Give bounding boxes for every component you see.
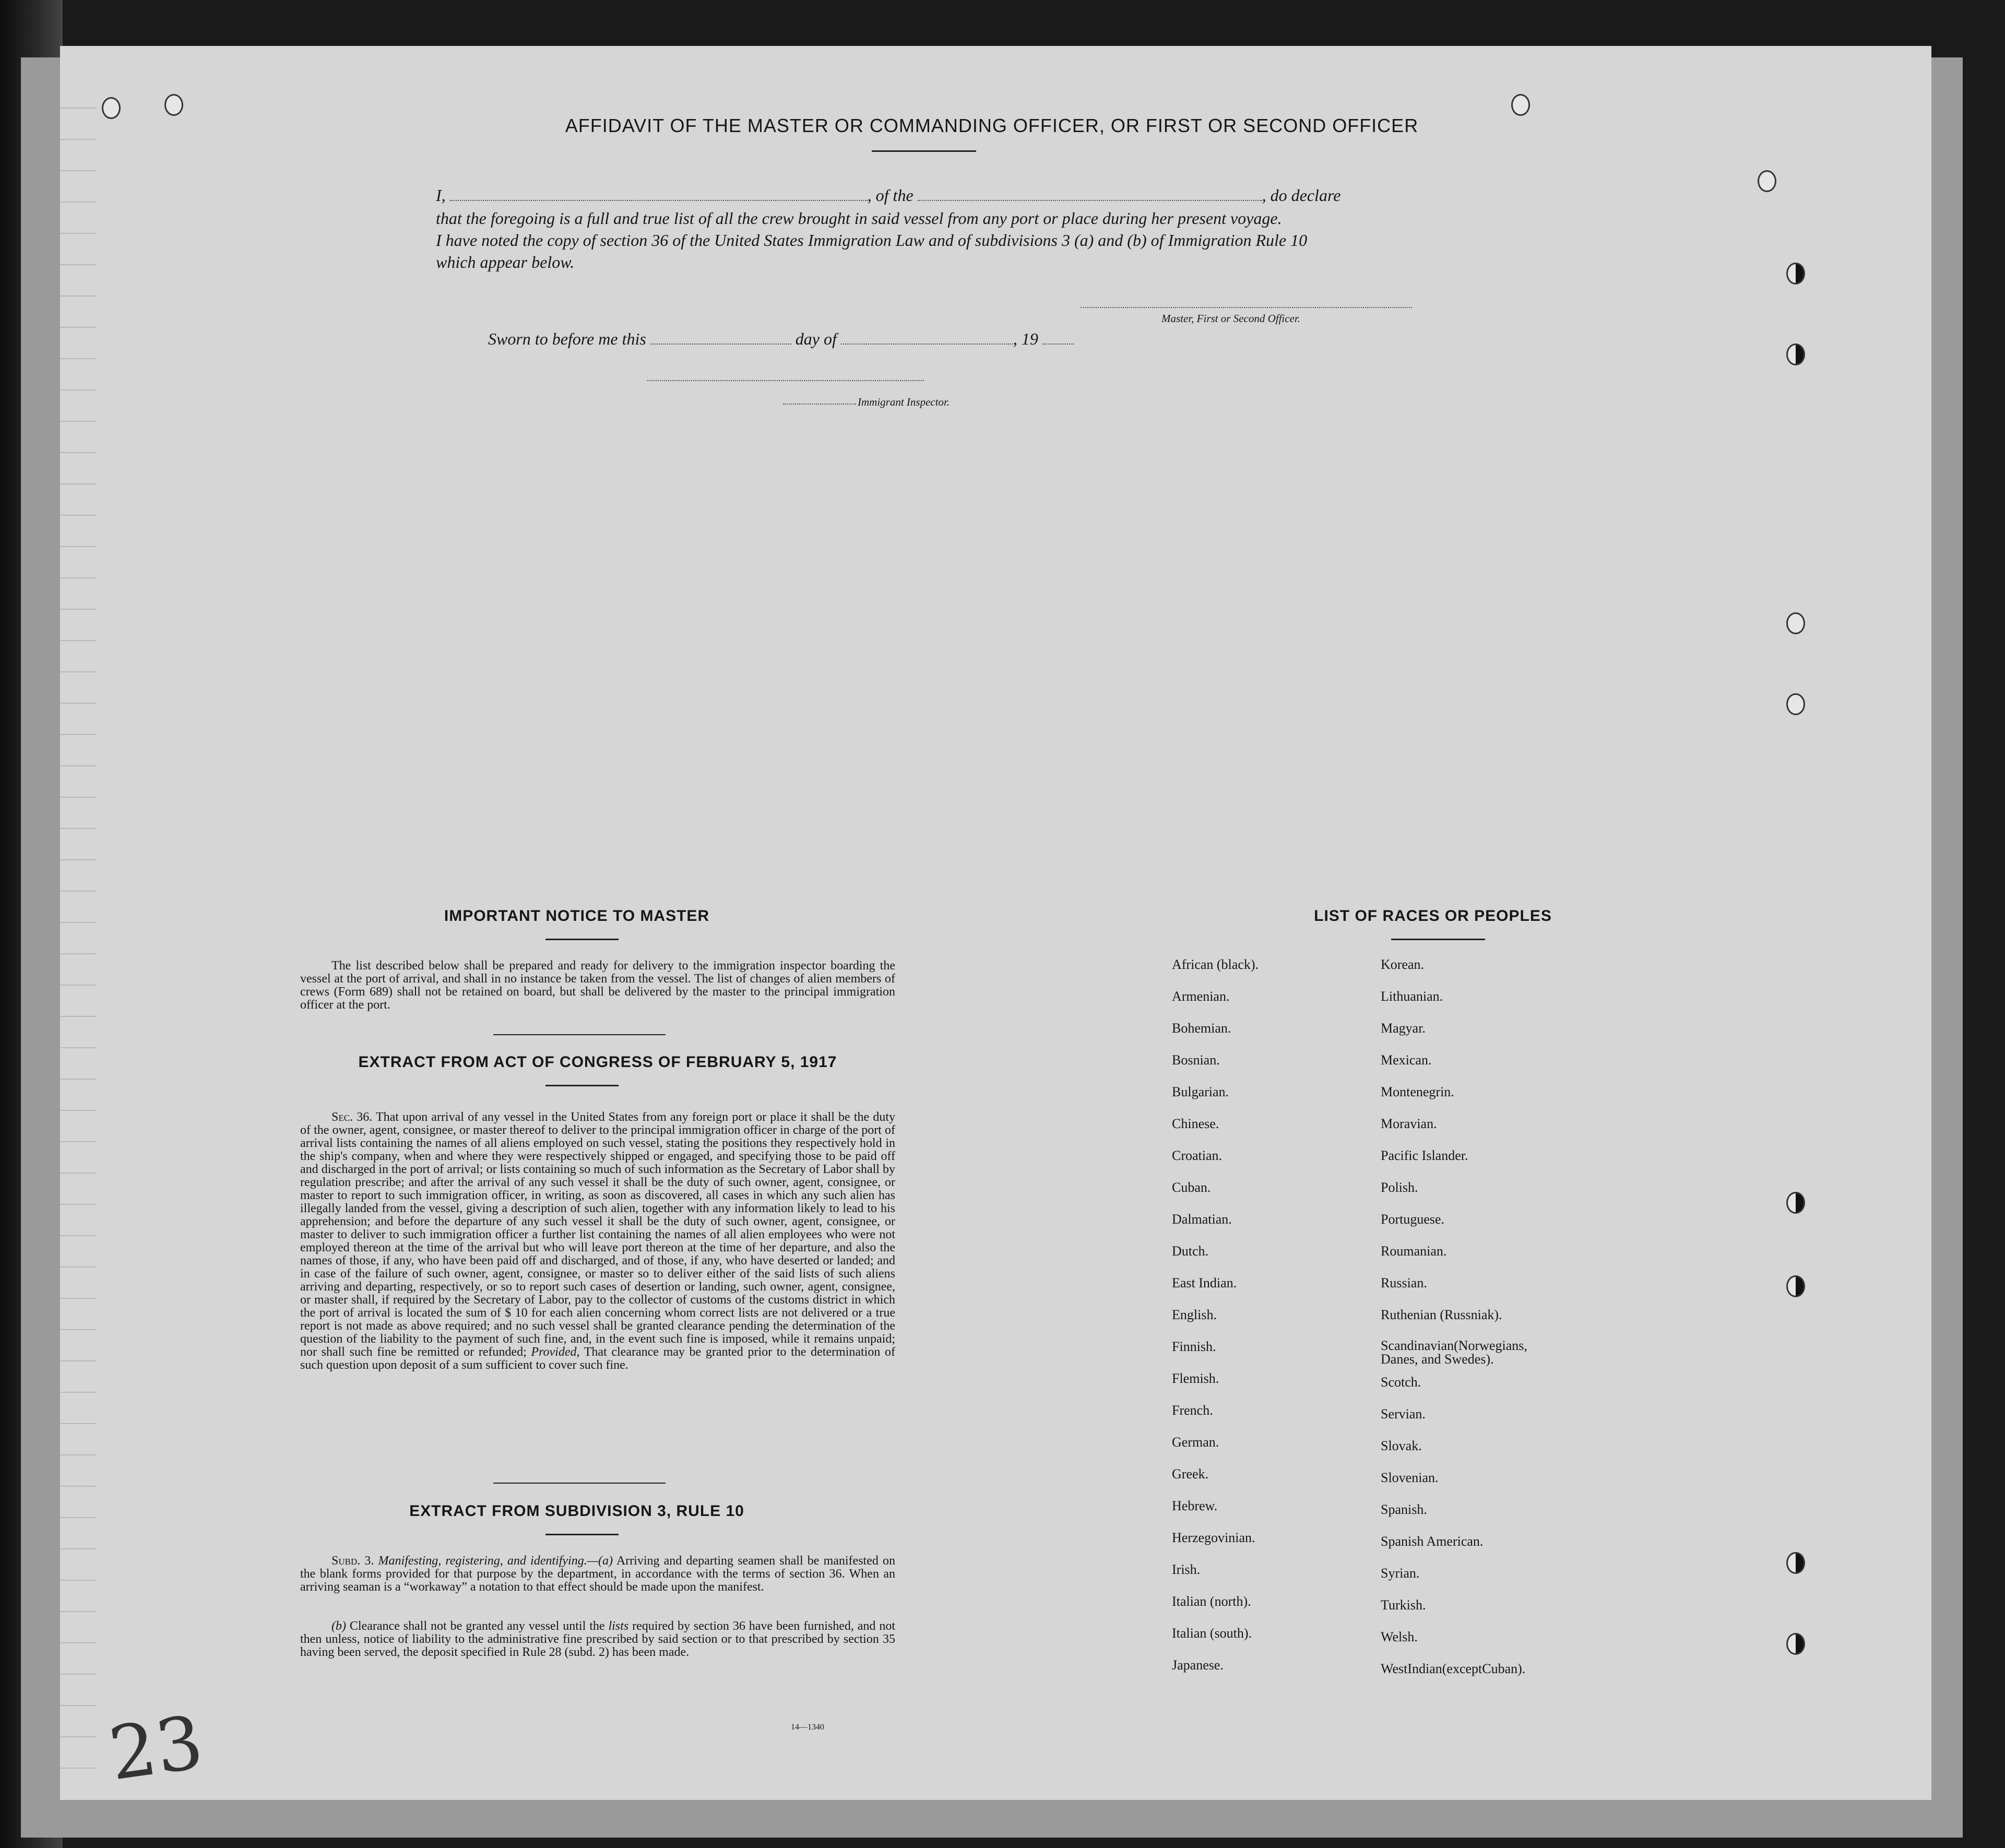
subd-heading: Manifesting, registering, and identifying.—(a) [378,1554,613,1568]
declaration-line-4: which appear below. [436,253,575,271]
subdivision-b [300,1620,895,1659]
divider [493,1034,666,1035]
day-blank [650,333,791,345]
race-item: Spanish. [1381,1502,1427,1517]
sworn-line [488,328,1167,350]
extract-act-title: EXTRACT FROM ACT OF CONGRESS OF FEBRUARY 5, 1917 [358,1053,837,1071]
race-item: Mexican. [1381,1052,1432,1068]
race-item: Slovak. [1381,1438,1422,1453]
subd-a-text: Arriving and departing seamen shall be manifested on the blank forms provided for that purpose by the department, in accordance with the terms of section 36. When an arriving seaman is a “workaway” a notation to that effect should be made upon the manifest. [300,1554,895,1594]
handwritten-page-number: 23 [104,1700,208,1797]
races-title: LIST OF RACES OR PEOPLES [1314,907,1552,925]
declaration-do-declare: , do declare [1262,186,1341,205]
divider [872,150,976,152]
divider [545,1534,619,1535]
punch-hole [1511,94,1530,116]
master-caption: Master, First or Second Officer. [1161,312,1300,325]
declaration-line-2: that the foregoing is a full and true list of all the crew brought in said vessel from any port or place during her present voyage. [436,209,1282,228]
race-item: Japanese. [1172,1657,1224,1673]
divider [545,1085,619,1086]
extract-rule-title: EXTRACT FROM SUBDIVISION 3, RULE 10 [409,1502,744,1520]
race-item: Lithuanian. [1381,989,1443,1004]
punch-hole [1786,1192,1805,1214]
race-item: Dutch. [1172,1243,1209,1259]
punch-hole [1786,612,1805,634]
ruled-margin [60,77,97,1774]
race-item: Pacific Islander. [1381,1148,1468,1163]
race-item: French. [1172,1403,1213,1418]
notice-body: The list described below shall be prepared and ready for delivery to the immigration inspector boarding the vessel at the port of arrival, and shall in no instance be taken from the vessel. The list of changes of alien members of crews (Form 689) shall not be retained on board, but shall be delivered by the master to the principal immigration officer at the port. [300,959,895,1012]
race-item: Russian. [1381,1275,1427,1290]
vessel-blank [918,189,1262,201]
race-item: Italian (north). [1172,1594,1251,1609]
punch-hole [164,94,183,116]
section-label: Sec. 36. [331,1110,373,1124]
subd-b-text-1: Clearance shall not be granted any vessel until the [349,1619,605,1633]
race-item: Bosnian. [1172,1052,1220,1068]
master-signature-line [1081,307,1412,308]
race-item: Dalmatian. [1172,1212,1232,1227]
race-item: Turkish. [1381,1597,1426,1613]
divider [545,939,619,940]
race-item: African (black). [1172,957,1259,972]
sworn-day-of: day of [795,329,837,348]
punch-hole [1786,1552,1805,1574]
race-item: German. [1172,1435,1219,1450]
sworn-prefix: Sworn to before me this [488,329,646,348]
punch-hole [1786,1633,1805,1655]
punch-hole [1786,693,1805,715]
declaration-of-the: , of the [867,186,913,205]
races-column-1 [1172,957,1360,1689]
subd-b-label: (b) [331,1619,346,1633]
punch-hole [1786,263,1805,285]
race-item: Montenegrin. [1381,1084,1454,1099]
inspector-signature-line [647,380,924,381]
section-36-text: That upon arrival of any vessel in the United States from any foreign port or place it shall be the duty of the owner, agent, consignee, or master thereof to deliver to the principal immigration officer in charge of the port of arrival lists containing the names of all aliens employed on such vessel, stating the positions they respectively hold in the ship's company, when and where they were respectively shipped or engaged, and specifying those to be paid off and discharged in the port of arrival; or lists containing so much of such information as the Secretary of Labor shall by regulation prescribe; and after the arrival of any such vessel it shall be the duty of such owner, agent, consignee, or master to report to such immigration officer, in writing, as soon as discovered, all cases in which any such alien has illegally landed from the vessel, giving a description of such alien, together with any information likely to lead to his apprehension; and before the departure of any such vessel it shall be the duty of such owner, agent, consignee, or master to deliver to such immigration officer a further list containing the names of all alien employees who were not employed thereon at the time of the arrival but who will leave port thereon at the time of her departure, and also the names of those, if any, who have been paid off and discharged, and of those, if any, who have deserted or landed; and in case of the failure of such owner, agent, consignee, or master so to deliver either of the said lists of such aliens arriving and departing, respectively, or so to report such cases of desertion or landing, such owner, agent, consignee, or master shall, if required by the Secretary of Labor, pay to the collector of customs of the customs district in which the port of arrival is located the sum of $ 10 for each alien concerning whom correct lists are not delivered or a true report is not made as above required; and no such vessel shall be granted clearance pending the determination of the question of the liability to the payment of such fine, and, in the event such fine is imposed, while it remains unpaid; nor shall such fine be remitted or refunded; [300,1110,895,1359]
race-item: Bohemian. [1172,1021,1231,1036]
inspector-caption-leader [783,404,856,405]
race-item: Roumanian. [1381,1243,1447,1259]
race-item: Servian. [1381,1406,1426,1421]
race-item: Scotch. [1381,1375,1421,1390]
inspector-caption: Immigrant Inspector. [858,396,950,408]
race-item: Bulgarian. [1172,1084,1229,1099]
race-item: Herzegovinian. [1172,1530,1255,1545]
punch-hole [1786,343,1805,365]
race-item: Finnish. [1172,1339,1216,1354]
declaration-i: I, [436,186,446,205]
race-item: Syrian. [1381,1566,1420,1581]
race-item: Greek. [1172,1466,1209,1482]
race-item: Irish. [1172,1562,1201,1577]
subdivision-a [300,1555,895,1594]
race-item: East Indian. [1172,1275,1237,1290]
divider [493,1483,666,1484]
extract-act-body [300,1111,895,1372]
name-blank [450,189,868,201]
punch-hole [1758,170,1776,192]
sworn-year: , 19 [1013,329,1038,348]
declaration-line-1 [436,184,1422,206]
declaration-line-3: I have noted the copy of section 36 of the United States Immigration Law and of subdivisions 3 (a) and (b) of Immigration Rule 10 [436,231,1308,250]
subd-b-text-2: required by section 36 have been furnished, and not then unless, notice of liability to the administrative fine prescribed by said section or to that prescribed by section 35 having been served, the deposit specified in Rule 28 (subd. 2) has been made. [300,1619,896,1659]
punch-hole [102,97,121,119]
races-column-2 [1381,957,1673,1693]
race-item: Cuban. [1172,1180,1211,1195]
divider [1391,939,1485,940]
notice-title: IMPORTANT NOTICE TO MASTER [444,907,710,925]
race-item: Ruthenian (Russniak). [1381,1307,1502,1322]
race-item: Italian (south). [1172,1626,1252,1641]
race-item: Magyar. [1381,1021,1426,1036]
race-item: Moravian. [1381,1116,1437,1131]
race-item: Chinese. [1172,1116,1219,1131]
race-item: Portuguese. [1381,1212,1445,1227]
provided-term: Provided, [531,1345,580,1359]
race-item: English. [1172,1307,1217,1322]
race-item: Flemish. [1172,1371,1219,1386]
affidavit-title: AFFIDAVIT OF THE MASTER OR COMMANDING OFFICER, OR FIRST OR SECOND OFFICER [565,115,1419,136]
race-item: Spanish American. [1381,1534,1484,1549]
race-item: Scandinavian(Norwegians, Danes, and Swedes). [1381,1338,1527,1367]
race-item: Welsh. [1381,1629,1418,1644]
race-item: Korean. [1381,957,1425,972]
race-item: Hebrew. [1172,1498,1218,1513]
lists-term: lists [608,1619,629,1633]
race-item: Slovenian. [1381,1470,1439,1485]
month-blank [841,333,1013,345]
race-item: WestIndian(exceptCuban). [1381,1661,1526,1676]
document-page [60,46,1931,1800]
section-36-text-end: That clearance may be granted prior to the determination of such question upon deposit of a sum sufficient to cover such fine. [300,1345,895,1372]
punch-hole [1786,1275,1805,1297]
subd-label: Subd. 3. [331,1554,374,1568]
form-number: 14—1340 [791,1723,824,1732]
race-item: Croatian. [1172,1148,1223,1163]
race-item: Armenian. [1172,989,1230,1004]
race-item: Polish. [1381,1180,1418,1195]
year-blank [1042,333,1074,345]
